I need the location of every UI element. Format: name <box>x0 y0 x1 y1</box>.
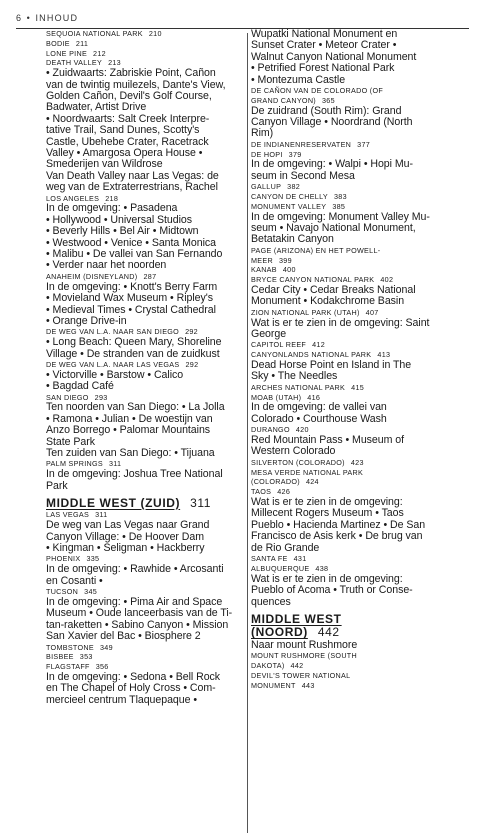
header-title: INHOUD <box>35 13 79 23</box>
entry-text: BRYCE CANYON NATIONAL PARK <box>251 275 375 285</box>
toc-entry-description <box>46 469 244 480</box>
page-ref: 292 <box>185 359 199 369</box>
page-ref: 442 <box>317 625 340 640</box>
toc-entry-title <box>251 140 441 150</box>
entry-text: seum • Navajo National Monument, <box>251 222 416 235</box>
toc-entry-description <box>251 117 441 128</box>
entry-text: George <box>251 328 287 341</box>
page-ref: 356 <box>95 662 109 672</box>
entry-text: (NOORD) <box>251 625 308 640</box>
page-ref: 416 <box>307 392 321 402</box>
entry-text: • Noordwaarts: Salt Creek Interpre- <box>46 112 210 125</box>
toc-entry-description <box>46 543 244 554</box>
entry-text: • Montezuma Castle <box>251 73 346 86</box>
page-ref: 382 <box>287 182 301 192</box>
entry-text: KANAB <box>251 265 277 275</box>
entry-text: BODIE <box>46 38 70 48</box>
entry-text: Naar mount Rushmore <box>251 638 358 651</box>
toc-entry-description <box>46 576 244 587</box>
toc-entry-description <box>251 543 441 554</box>
entry-text: Castle, Ubehebe Crater, Racetrack <box>46 135 209 148</box>
page-ref: 431 <box>293 554 307 564</box>
toc-entry-description <box>251 171 441 182</box>
page-ref: 345 <box>84 587 98 597</box>
toc-entry-description <box>251 414 441 425</box>
toc-entry-description <box>46 316 244 327</box>
entry-text: Pueblo of Acoma • Truth or Conse- <box>251 584 413 597</box>
page-ref: 293 <box>94 392 108 402</box>
entry-text: mercieel centrum Tlaquepaque • <box>46 693 197 706</box>
header-separator: • <box>26 13 32 23</box>
entry-text: tative Trail, Sand Dunes, Scotty's <box>46 124 200 137</box>
toc-entry-title <box>251 477 441 487</box>
toc-entry-title <box>46 49 244 59</box>
entry-text: Colorado • Courthouse Wash <box>251 412 387 425</box>
entry-text: Cedar City • Cedar Breaks National <box>251 284 416 297</box>
entry-text: Rim) <box>251 127 274 140</box>
entry-text: DEATH VALLEY <box>46 58 103 68</box>
page-ref: 412 <box>312 340 326 350</box>
toc-entry-title <box>251 192 441 202</box>
entry-text: Canyon Village • Noordrand (North <box>251 116 413 129</box>
entry-text: MEER <box>251 255 273 265</box>
entry-text: • Long Beach: Queen Mary, Shoreline <box>46 336 222 349</box>
toc-entry-title <box>46 39 244 49</box>
page-ref: 442 <box>290 661 304 671</box>
page-ref: 426 <box>277 487 291 497</box>
toc-entry-title <box>251 182 441 192</box>
entry-text: MONUMENT VALLEY <box>251 201 327 211</box>
toc-entry-description <box>251 597 441 608</box>
toc-entry-title <box>251 265 441 275</box>
entry-text: MONUMENT <box>251 680 296 690</box>
entry-text: Western Colorado <box>251 445 336 458</box>
entry-text: (COLORADO) <box>251 477 300 487</box>
entry-text: SILVERTON (COLORADO) <box>251 457 345 467</box>
entry-text: State Park <box>46 435 95 448</box>
page-ref: 213 <box>108 58 121 68</box>
entry-text: CANYONLANDS NATIONAL PARK <box>251 350 372 360</box>
entry-text: van de twintig muilezels, Dante's View, <box>46 78 226 91</box>
toc-entry-title <box>251 681 441 691</box>
entry-text: en Cosanti • <box>46 574 103 587</box>
toc-entry-title <box>251 651 441 661</box>
page-ref: 415 <box>351 382 365 392</box>
toc-entry-title <box>251 458 441 468</box>
section-heading <box>251 613 441 627</box>
entry-text: MESA VERDE NATIONAL PARK <box>251 467 364 477</box>
entry-text: Sky • The Needles <box>251 370 338 383</box>
page-ref: 407 <box>365 307 379 317</box>
entry-text: MIDDLE WEST (ZUID) <box>46 495 181 510</box>
toc-entry-description <box>46 381 244 392</box>
toc-entry-title <box>46 29 244 39</box>
entry-text: Wat is er te zien in de omgeving: <box>251 572 403 585</box>
entry-text: CANYON DE CHELLY <box>251 192 328 202</box>
entry-text: PALM SPRINGS <box>46 459 103 469</box>
entry-text: Betatakin Canyon <box>251 233 334 246</box>
page-ref: 399 <box>278 255 292 265</box>
entry-text: • Movieland Wax Museum • Ripley's <box>46 292 213 305</box>
toc-entry-description <box>251 446 441 457</box>
page-ref: 311 <box>109 459 122 469</box>
toc-entry-title <box>251 86 441 96</box>
page-ref: 413 <box>377 350 391 360</box>
page-ref: 383 <box>333 192 347 202</box>
entry-text: Monument • Kodakchrome Basin <box>251 295 405 308</box>
entry-text: SAN DIEGO <box>46 392 89 402</box>
toc-entry-description <box>46 349 244 360</box>
column-divider <box>247 33 248 833</box>
entry-text: • Malibu • De vallei van San Fernando <box>46 248 223 261</box>
entry-text: Valley • Amargosa Opera House • <box>46 147 203 160</box>
toc-entry-description <box>251 329 441 340</box>
toc-entry-description <box>251 296 441 307</box>
toc-entry-description <box>46 448 244 459</box>
toc-entry-title <box>251 468 441 478</box>
entry-text: en The Chapel of Holy Cross • Com- <box>46 682 216 695</box>
page-ref: 311 <box>95 510 108 520</box>
entry-text: De zuidrand (South Rim): Grand <box>251 104 402 117</box>
toc-entry-description <box>251 75 441 86</box>
page-ref: 385 <box>332 201 346 211</box>
toc-entry-title <box>251 554 441 564</box>
page-ref: 353 <box>79 652 93 662</box>
entry-text: • Westwood • Venice • Santa Monica <box>46 236 216 249</box>
entry-text: Anzo Borrego • Palomar Mountains <box>46 424 211 437</box>
entry-text: PAGE (ARIZONA) EN HET POWELL- <box>251 245 381 255</box>
toc-entry-title <box>251 383 441 393</box>
section-heading <box>46 497 244 511</box>
entry-text: • Bagdad Café <box>46 380 114 393</box>
entry-text: DEVIL'S TOWER NATIONAL <box>251 670 351 680</box>
page-ref: 443 <box>301 680 315 690</box>
toc-entry-title <box>251 661 441 671</box>
toc-entry-title <box>251 246 441 256</box>
entry-text: MIDDLE WEST <box>251 611 342 626</box>
entry-text: LAS VEGAS <box>46 510 90 520</box>
entry-text: DE INDIANENRESERVATEN <box>251 139 352 149</box>
running-header <box>16 8 469 29</box>
entry-text: DE WEG VAN L.A. NAAR LAS VEGAS <box>46 359 180 369</box>
entry-text: DE WEG VAN L.A. NAAR SAN DIEGO <box>46 327 180 337</box>
entry-text: TOMBSTONE <box>46 642 94 652</box>
entry-text: BISBEE <box>46 652 74 662</box>
entry-text: • Hollywood • Universal Studios <box>46 213 193 226</box>
toc-entry-description <box>46 182 244 193</box>
toc-entry-description <box>46 695 244 706</box>
entry-text: CAPITOL REEF <box>251 340 307 350</box>
entry-text: • Medieval Times • Crystal Cathedral <box>46 303 216 316</box>
toc-entry-description <box>46 481 244 492</box>
entry-text: Red Mountain Pass • Museum of <box>251 434 404 447</box>
page-ref: 420 <box>295 425 309 435</box>
entry-text: quences <box>251 595 291 608</box>
toc-entry-description <box>46 631 244 642</box>
entry-text: TAOS <box>251 487 272 497</box>
page-ref: 365 <box>322 95 335 105</box>
page-ref: 335 <box>86 554 100 564</box>
entry-text: ARCHES NATIONAL PARK <box>251 382 346 392</box>
page-ref: 400 <box>282 265 296 275</box>
entry-text: In de omgeving: • Pima Air and Space <box>46 595 223 608</box>
page-ref: 423 <box>350 457 364 467</box>
toc-left-column <box>46 29 244 706</box>
entry-text: • Kingman • Seligman • Hackberry <box>46 542 205 555</box>
entry-text: In de omgeving: • Rawhide • Arcosanti <box>46 563 224 576</box>
entry-text: • Victorville • Barstow • Calico <box>46 368 184 381</box>
entry-text: Badwater, Artist Drive <box>46 101 147 114</box>
toc-entry-description <box>251 234 441 245</box>
entry-text: ANAHEIM (DISNEYLAND) <box>46 271 138 281</box>
page-ref: 349 <box>99 642 113 652</box>
entry-text: TUCSON <box>46 587 79 597</box>
entry-text: DAKOTA) <box>251 661 285 671</box>
entry-text: In de omgeving: Monument Valley Mu- <box>251 210 430 223</box>
entry-text: Canyon Village: • De Hoover Dam <box>46 530 205 543</box>
page-ref: 379 <box>288 149 302 159</box>
entry-text: ALBUQUERQUE <box>251 563 310 573</box>
page-number: 6 <box>16 13 23 23</box>
entry-text: Dead Horse Point en Island in The <box>251 359 412 372</box>
page-ref: 438 <box>315 563 329 573</box>
entry-text: Village • De stranden van de zuidkust <box>46 347 220 360</box>
entry-text: • Verder naar het noorden <box>46 259 167 272</box>
entry-text: In de omgeving: Joshua Tree National <box>46 468 223 481</box>
entry-text: In de omgeving: • Pasadena <box>46 202 178 215</box>
page-ref: 292 <box>185 327 198 337</box>
entry-text: LOS ANGELES <box>46 193 100 203</box>
entry-text: Ten zuiden van San Diego: • Tijuana <box>46 446 215 459</box>
entry-text: Wupatki National Monument en <box>251 29 398 40</box>
entry-text: Wat is er te zien in de omgeving: <box>251 496 403 509</box>
toc-entry-title <box>251 256 441 266</box>
entry-text: Park <box>46 479 68 492</box>
entry-text: • Petrified Forest National Park <box>251 62 395 75</box>
entry-text: Millecent Rogers Museum • Taos <box>251 507 404 520</box>
section-heading <box>251 626 441 640</box>
toc-entry-title <box>251 671 441 681</box>
entry-text: DURANGO <box>251 425 290 435</box>
entry-text: MOUNT RUSHMORE (SOUTH <box>251 651 357 661</box>
entry-text: Van Death Valley naar Las Vegas: de <box>46 169 219 182</box>
entry-text: weg van de Extraterrestrians, Rachel <box>46 181 218 194</box>
entry-text: Golden Cañon, Devil's Golf Course, <box>46 90 212 102</box>
entry-text: • Ramona • Julian • De woestijn van <box>46 412 213 425</box>
entry-text: de Rio Grande <box>251 541 320 554</box>
entry-text: DE HOPI <box>251 149 283 159</box>
entry-text: FLAGSTAFF <box>46 662 90 672</box>
toc-entry-description <box>251 371 441 382</box>
toc-entry-description <box>251 640 441 651</box>
toc-entry-title <box>251 340 441 350</box>
page-ref: 402 <box>380 275 394 285</box>
entry-text: GRAND CANYON) <box>251 95 316 105</box>
entry-text: Wat is er te zien in de omgeving: Saint <box>251 316 430 329</box>
entry-text: MOAB (UTAH) <box>251 392 302 402</box>
entry-text: DE CAÑON VAN DE COLORADO (OF <box>251 86 384 96</box>
entry-text: Walnut Canyon National Monument <box>251 50 417 63</box>
entry-text: In de omgeving: • Knott's Berry Farm <box>46 280 218 293</box>
entry-text: In de omgeving: • Walpi • Hopi Mu- <box>251 158 413 171</box>
entry-text: ZION NATIONAL PARK (UTAH) <box>251 307 360 317</box>
entry-text: SANTA FE <box>251 554 288 564</box>
page-ref: 218 <box>105 193 119 203</box>
entry-text: seum in Second Mesa <box>251 169 355 182</box>
page-ref: 212 <box>93 48 106 58</box>
entry-text: Ten noorden van San Diego: • La Jolla <box>46 401 225 414</box>
entry-text: Francisco de Asis kerk • De brug van <box>251 530 423 543</box>
entry-text: In de omgeving: • Sedona • Bell Rock <box>46 670 221 683</box>
entry-text: De weg van Las Vegas naar Grand <box>46 519 210 532</box>
page-ref: 424 <box>305 477 319 487</box>
entry-text: • Beverly Hills • Bel Air • Midtown <box>46 225 199 238</box>
entry-text: In de omgeving: de vallei van <box>251 401 387 414</box>
entry-text: tan-raketten • Sabino Canyon • Mission <box>46 618 229 631</box>
page-ref: 211 <box>75 38 89 48</box>
entry-text: Pueblo • Hacienda Martinez • De San <box>251 518 426 531</box>
entry-text: Sunset Crater • Meteor Crater • <box>251 39 397 52</box>
page-ref: 287 <box>143 271 157 281</box>
entry-text: GALLUP <box>251 182 282 192</box>
page-ref: 210 <box>148 29 162 38</box>
entry-text: • Orange Drive-in <box>46 314 127 327</box>
entry-text: SEQUOIA NATIONAL PARK <box>46 29 143 38</box>
entry-text: PHOENIX <box>46 554 81 564</box>
entry-text: • Zuidwaarts: Zabriskie Point, Cañon <box>46 67 216 80</box>
toc-entry-title <box>46 643 244 653</box>
toc-entry-description <box>251 128 441 139</box>
toc-entry-description <box>46 260 244 271</box>
entry-text: Museum • Oude lanceerbasis van de Ti- <box>46 607 233 620</box>
entry-text: San Xavier del Bac • Biosphere 2 <box>46 630 201 643</box>
entry-text: LONE PINE <box>46 48 88 58</box>
page-ref: 377 <box>357 139 371 149</box>
page-ref: 311 <box>190 495 212 510</box>
entry-text: Smederijen van Wildrose <box>46 158 163 171</box>
toc-entry-title <box>46 652 244 662</box>
toc-right-column <box>251 29 441 691</box>
